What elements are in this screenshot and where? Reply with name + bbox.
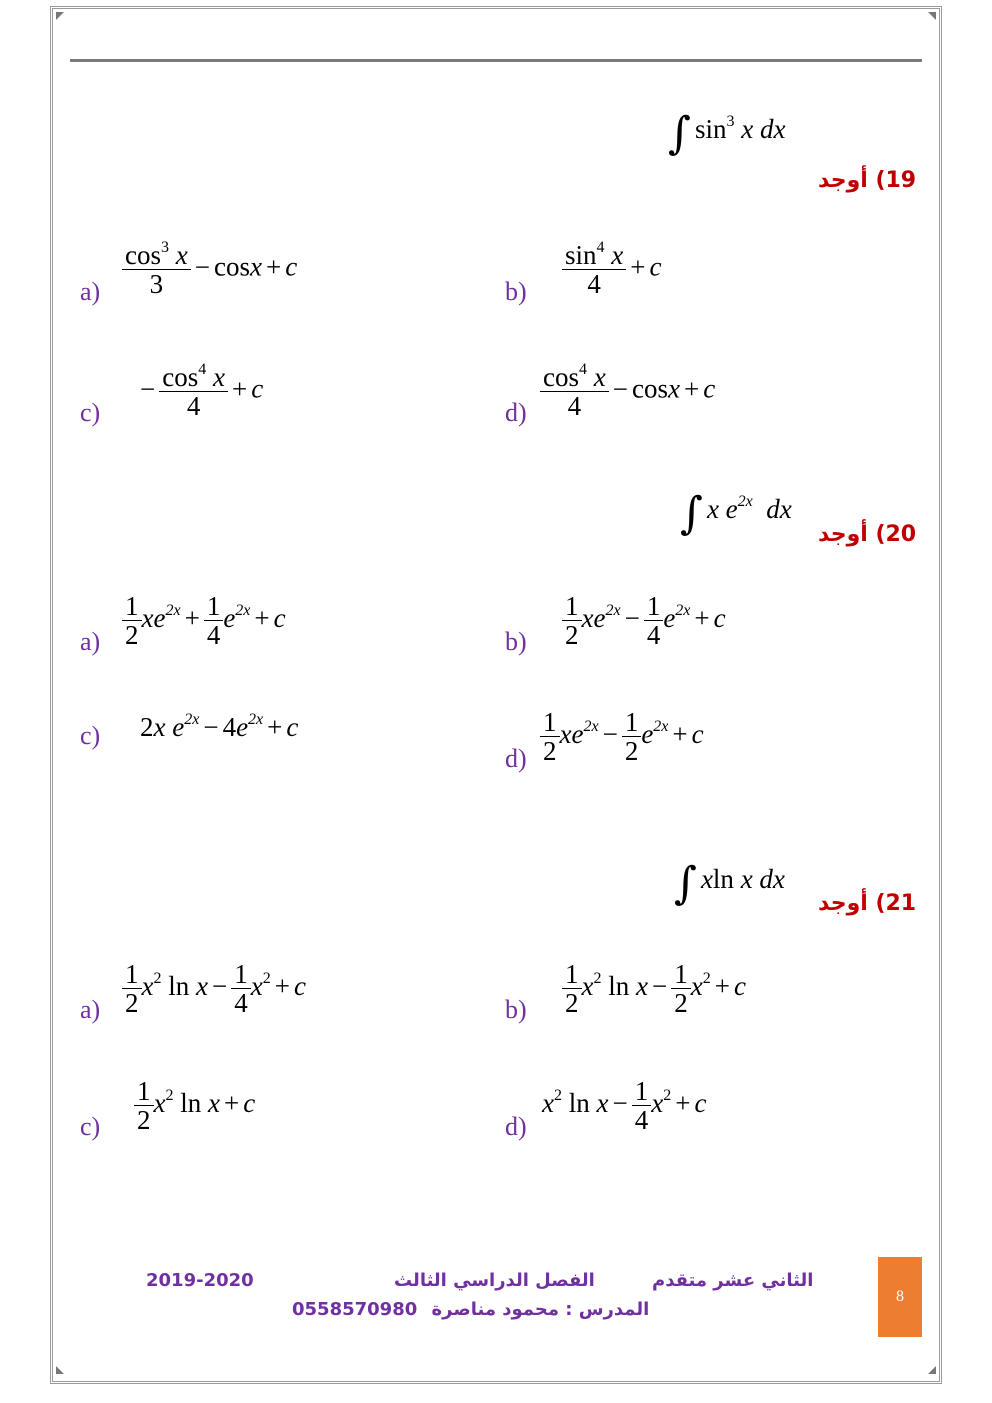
corner-ornament xyxy=(928,12,936,20)
page-number: 8 xyxy=(896,1288,904,1305)
corner-ornament xyxy=(56,12,64,20)
q21-option-b-label[interactable]: b) xyxy=(505,995,527,1024)
q19-option-d-expr[interactable]: $\frac{\cos^4 x}{4}$ − cosx + c xyxy=(540,362,715,421)
footer-teacher: المدرس : محمود مناصرة xyxy=(431,1299,650,1320)
footer-year: 2019-2020 xyxy=(146,1270,254,1291)
q20-option-d-expr[interactable]: $\frac{1}{2}$ $xe^{2x}$ − $\frac{1}{2}$ $e^{2x} + c$ xyxy=(540,708,704,766)
corner-ornament xyxy=(56,1366,64,1374)
q21-integral: ∫ xln x dx xyxy=(674,858,785,909)
q19-option-a-label[interactable]: a) xyxy=(80,277,101,306)
q21-option-a-label[interactable]: a) xyxy=(80,995,101,1024)
page-number-badge xyxy=(878,1257,922,1337)
q19-option-b-expr[interactable]: $\frac{\sin^4 x}{4}$ + c xyxy=(562,240,661,299)
q19-option-c-label[interactable]: c) xyxy=(80,398,101,427)
footer-grade: الثاني عشر متقدم xyxy=(652,1270,814,1291)
q21-option-c-expr[interactable]: $\frac{1}{2}$ $x^2$ ln x + c xyxy=(134,1077,255,1135)
q21-option-d-label[interactable]: d) xyxy=(505,1112,527,1141)
q19-label: 19) أوجد xyxy=(818,168,917,193)
q20-option-c-label[interactable]: c) xyxy=(80,721,101,750)
footer-term: الفصل الدراسي الثالث xyxy=(394,1270,595,1291)
q19-integral: ∫ $\sin^3 x$ dx xyxy=(668,108,786,159)
q19-option-c-expr[interactable]: − $\frac{\cos^4 x}{4}$ + c xyxy=(140,361,264,422)
q20-option-b-expr[interactable]: $\frac{1}{2}$ $xe^{2x}$ − $\frac{1}{4}$ $e^{2x} + c$ xyxy=(562,592,726,650)
page-frame xyxy=(50,6,942,1384)
header-rule xyxy=(70,59,922,62)
q20-integral: ∫ x $e^{2x}$ dx xyxy=(680,488,792,539)
q21-option-a-expr[interactable]: $\frac{1}{2}$ $x^2$ ln x − $\frac{1}{4}$ $x^2 + c$ xyxy=(122,960,306,1018)
q20-option-d-label[interactable]: d) xyxy=(505,744,527,773)
q19-option-a-expr[interactable]: $\frac{\cos^3 x}{3}$ − cosx + c xyxy=(122,240,297,299)
footer-phone: 0558570980 xyxy=(292,1299,418,1320)
footer-teacher-line xyxy=(292,1299,649,1320)
q20-option-b-label[interactable]: b) xyxy=(505,627,527,656)
q19-option-d-label[interactable]: d) xyxy=(505,398,527,427)
q19-option-b-label[interactable]: b) xyxy=(505,277,527,306)
q21-label: 21) أوجد xyxy=(818,891,917,916)
q21-option-d-expr[interactable]: $x^2$ ln x − $\frac{1}{4}$ $x^2 + c$ xyxy=(542,1076,707,1136)
corner-ornament xyxy=(928,1366,936,1374)
q21-option-b-expr[interactable]: $\frac{1}{2}$ $x^2$ ln x − $\frac{1}{2}$ $x^2 + c$ xyxy=(562,960,746,1018)
q20-option-a-expr[interactable]: $\frac{1}{2}$ $xe^{2x}$ + $\frac{1}{4}$ $e^{2x} + c$ xyxy=(122,592,286,650)
q21-option-c-label[interactable]: c) xyxy=(80,1112,101,1141)
q20-option-a-label[interactable]: a) xyxy=(80,627,101,656)
q20-label: 20) أوجد xyxy=(818,522,917,547)
q20-option-c-expr[interactable]: 2x $e^{2x} - 4e^{2x} + c$ xyxy=(140,711,299,742)
